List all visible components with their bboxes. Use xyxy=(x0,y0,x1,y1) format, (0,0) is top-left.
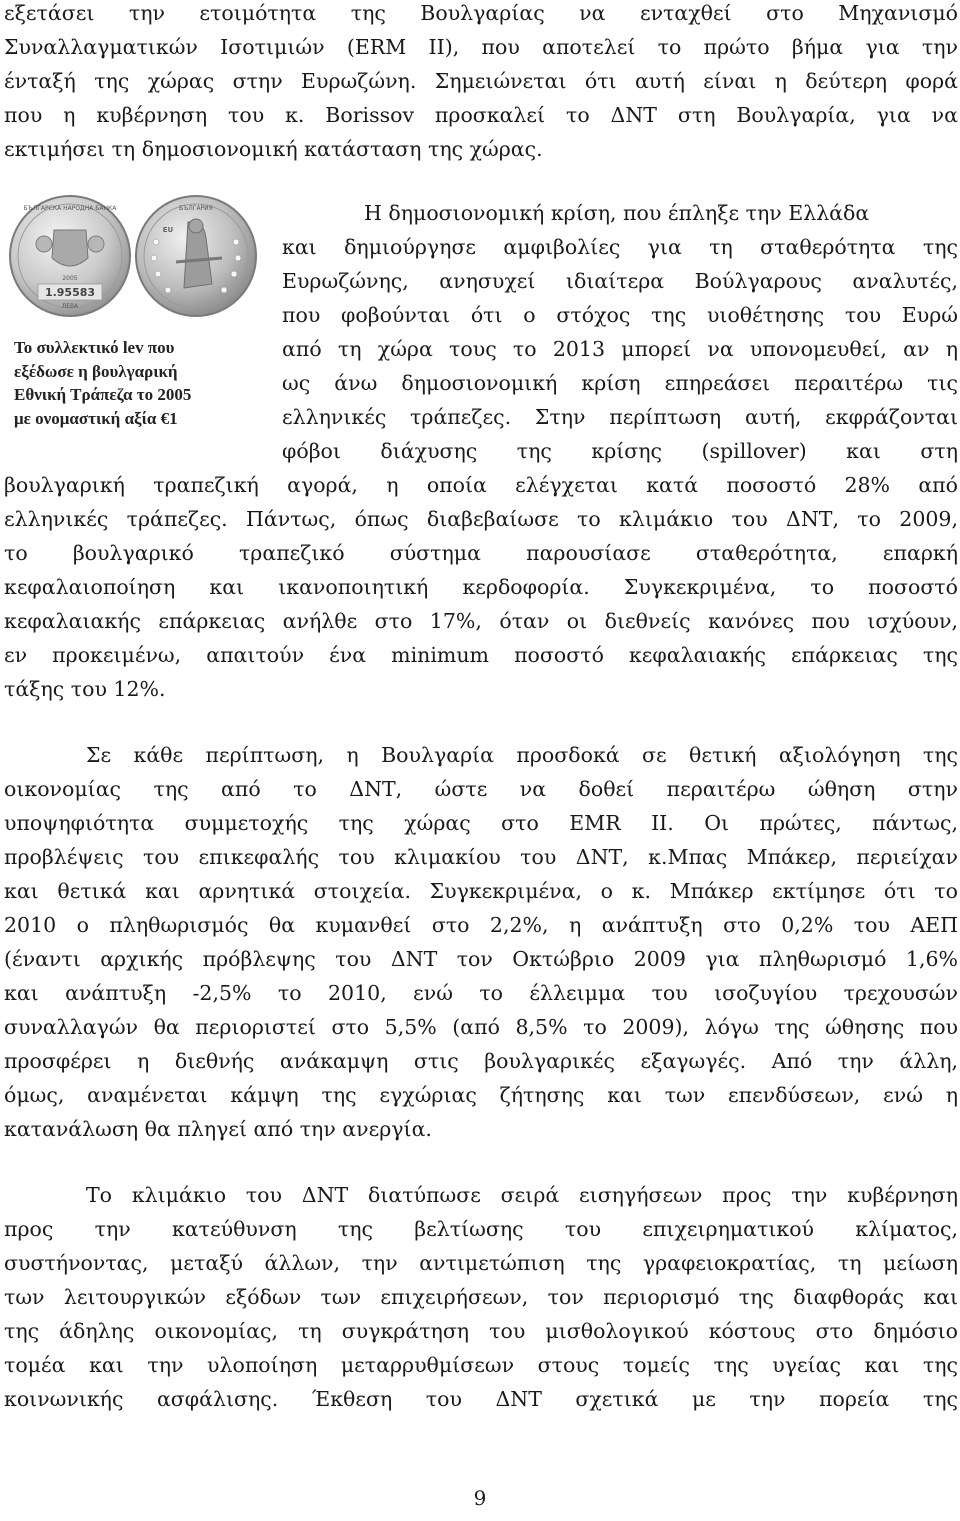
caption-line: Το συλλεκτικό lev που xyxy=(14,338,175,357)
text-line: προβλέψεις του επικεφαλής του κλιμακίου του ΔΝΤ, κ.Μπας Μπάκερ, περιείχαν xyxy=(4,845,958,869)
page-number: 9 xyxy=(473,1486,487,1510)
text-line: εν προκειμένω, απαιτούν ένα minimum ποσοστό κεφαλαιακής επάρκειας της xyxy=(4,643,958,667)
text-line: από τη χώρα τους το 2013 μπορεί να υπονομευθεί, αν η xyxy=(282,337,958,361)
text-line: εξετάσει την ετοιμότητα της Βουλγαρίας να ενταχθεί στο Μηχανισμό xyxy=(4,1,958,25)
caption-line: εξέδωσε η βουλγαρική xyxy=(14,361,178,381)
coin-value: 1.95583 xyxy=(44,286,96,299)
text-line: βουλγαρική τραπεζική αγορά, η οποία ελέγχεται κατά ποσοστό 28% από xyxy=(4,473,958,497)
text-line: που φοβούνται ότι ο στόχος της υιοθέτησης του Ευρώ xyxy=(282,303,958,327)
text-line: και ανάπτυξη -2,5% το 2010, ενώ το έλλειμμα του ισοζυγίου τρεχουσών xyxy=(4,981,958,1005)
text-line: προς την κατεύθυνση της βελτίωσης του επιχειρηματικού κλίματος, xyxy=(4,1217,958,1241)
text-line: φόβοι διάχυσης της κρίσης (spillover) και στη xyxy=(282,439,958,463)
text-line: κεφαλαιακής επάρκειας ανήλθε στο 17%, όταν οι διεθνείς κανόνες που ισχύουν, xyxy=(4,609,958,633)
coin-top-text: БЪЛГАРСКА НАРОДНА БАНКА xyxy=(23,205,117,212)
text-line: των λειτουργικών εξόδων των επιχειρήσεων, τον περιορισμό της διαφθοράς και xyxy=(4,1285,958,1309)
coin-currency: ЛЕВА xyxy=(61,303,79,310)
text-line: ελληνικές τράπεζες. Στην περίπτωση αυτή, εκφράζονται xyxy=(282,405,958,429)
coin-eu: EU xyxy=(162,226,174,234)
text-line: ως άνω δημοσιονομική κρίση επηρεάσει περαιτέρω τις xyxy=(282,371,958,395)
text-line: συστήνοντας, μεταξύ άλλων, την αντιμετώπιση της γραφειοκρατίας, τη μείωση xyxy=(4,1251,958,1275)
text-line: υποψηφιότητα συμμετοχής της χώρας στο EMR II. Οι πρώτες, πάντως, xyxy=(4,811,958,835)
text-line: και θετικά και αρνητικά στοιχεία. Συγκεκριμένα, ο κ. Μπάκερ εκτίμησε ότι το xyxy=(4,879,958,903)
text-line: εκτιμήσει τη δημοσιονομική κατάσταση της χώρας. xyxy=(4,137,543,161)
text-line: Σε κάθε περίπτωση, η Βουλγαρία προσδοκά σε θετική αξιολόγηση της xyxy=(86,743,958,767)
coin-right xyxy=(136,196,256,316)
text-line: που η κυβέρνηση του κ. Borissov προσκαλεί το ΔΝΤ στη Βουλγαρία, για να xyxy=(4,103,958,127)
coin-country: БЪЛГАРИЯ xyxy=(179,205,213,212)
figure-caption xyxy=(14,336,264,430)
text-line: τάξης του 12%. xyxy=(4,677,166,701)
text-line: τομέα και την υλοποίηση μεταρρυθμίσεων στους τομείς της υγείας και της xyxy=(4,1353,958,1377)
text-line: ένταξή της χώρας στην Ευρωζώνη. Σημειώνεται ότι αυτή είναι η δεύτερη φορά xyxy=(4,69,958,93)
text-line: και δημιούργησε αμφιβολίες για τη σταθερότητα της xyxy=(282,235,958,259)
text-line: (έναντι αρχικής πρόβλεψης του ΔΝΤ τον Οκτώβριο 2009 για πληθωρισμό 1,6% xyxy=(4,947,958,971)
text-line: Η δημοσιονομική κρίση, που έπληξε την Ελλάδα xyxy=(364,201,870,225)
text-line: οικονομίας της από το ΔΝΤ, ώστε να δοθεί περαιτέρω ώθηση στην xyxy=(4,777,958,801)
text-line: Το κλιμάκιο του ΔΝΤ διατύπωσε σειρά εισηγήσεων προς την κυβέρνηση xyxy=(86,1183,958,1207)
text-line: συναλλαγών θα περιοριστεί στο 5,5% (από 8,5% το 2009), λόγω της ώθησης που xyxy=(4,1015,958,1039)
text-line: Συναλλαγματικών Ισοτιμιών (ERM II), που αποτελεί το πρώτο βήμα για την xyxy=(4,35,958,59)
coins-image xyxy=(8,192,260,322)
text-line: όμως, αναμένεται κάμψη της εγχώριας ζήτησης και των επενδύσεων, ενώ η xyxy=(4,1083,958,1107)
text-line: προσφέρει η διεθνής ανάκαμψη στις βουλγαρικές εξαγωγές. Από την άλλη, xyxy=(4,1049,958,1073)
text-line: κατανάλωση θα πληγεί από την ανεργία. xyxy=(4,1117,432,1141)
text-line: ελληνικές τράπεζες. Πάντως, όπως διαβεβαίωσε το κλιμάκιο του ΔΝΤ, το 2009, xyxy=(4,507,958,531)
coin-left xyxy=(10,196,130,316)
text-line: κεφαλαιοποίηση και ικανοποιητική κερδοφορία. Συγκεκριμένα, το ποσοστό xyxy=(4,575,958,599)
text-line: της άδηλης οικονομίας, τη συγκράτηση του μισθολογικού κόστους στο δημόσιο xyxy=(4,1319,958,1343)
text-line: το βουλγαρικό τραπεζικό σύστημα παρουσίασε σταθερότητα, επαρκή xyxy=(4,541,958,565)
text-line: κοινωνικής ασφάλισης. Έκθεση του ΔΝΤ σχετικά με την πορεία της xyxy=(4,1387,958,1411)
text-line: 2010 ο πληθωρισμός θα κυμανθεί στο 2,2%, η ανάπτυξη στο 0,2% του ΑΕΠ xyxy=(4,913,958,937)
caption-line: Εθνική Τράπεζα το 2005 xyxy=(14,385,192,404)
coin-year: 2005 xyxy=(62,275,78,282)
text-line: Ευρωζώνης, ανησυχεί ιδιαίτερα Βούλγαρους αναλυτές, xyxy=(282,269,958,293)
caption-line: με ονομαστική αξία €1 xyxy=(14,408,178,428)
